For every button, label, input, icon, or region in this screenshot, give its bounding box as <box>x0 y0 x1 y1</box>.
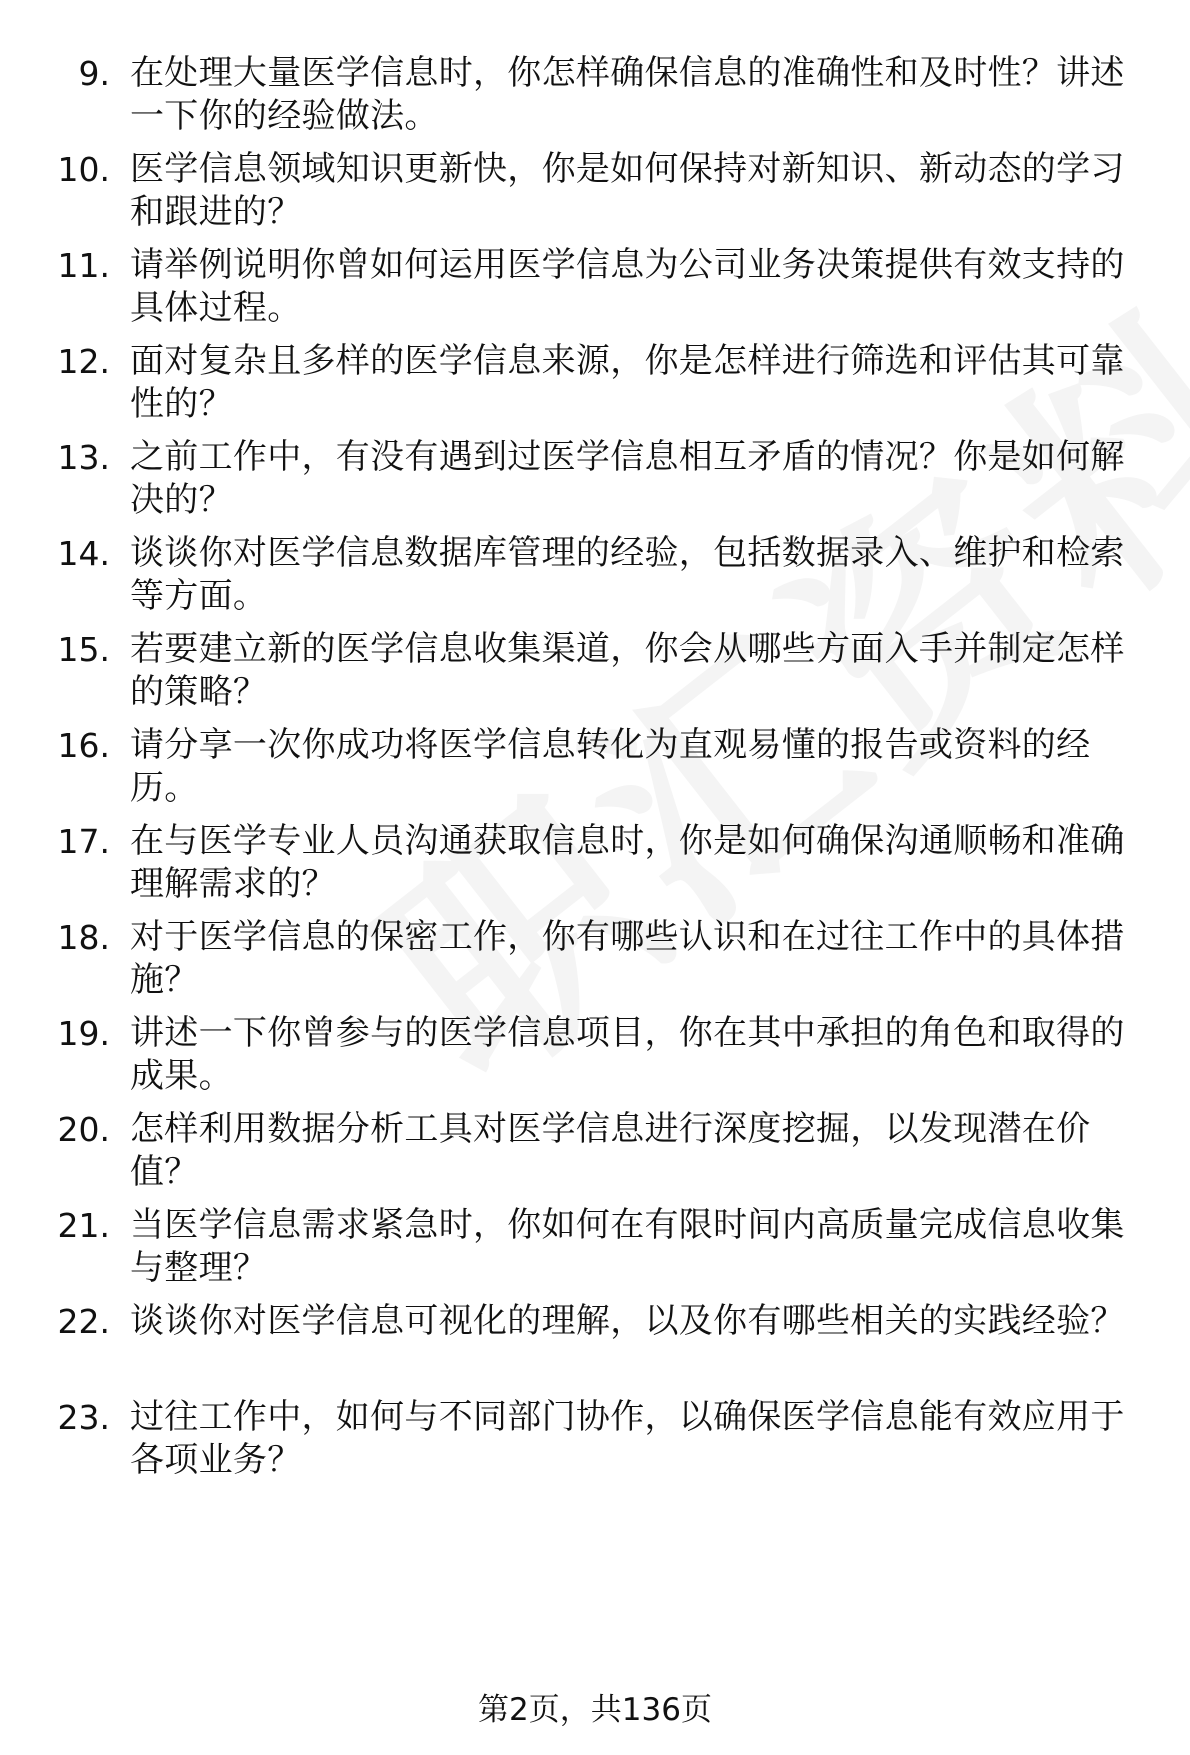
question-item <box>0 916 1190 1026</box>
question-text: 讲述一下你曾参与的医学信息项目，你在其中承担的角色和取得的成果。 <box>130 1013 1125 1096</box>
question-number: 12. <box>57 342 110 381</box>
page-footer: 第2页，共136页 <box>478 1692 712 1728</box>
question-item <box>0 1108 1190 1218</box>
question-number: 15. <box>57 630 110 669</box>
question-text: 在与医学专业人员沟通获取信息时，你是如何确保沟通顺畅和准确理解需求的？ <box>130 821 1125 904</box>
question-text: 医学信息领域知识更新快，你是如何保持对新知识、新动态的学习和跟进的？ <box>130 149 1125 232</box>
question-number: 14. <box>57 534 110 573</box>
question-item <box>0 148 1190 258</box>
question-text: 请举例说明你曾如何运用医学信息为公司业务决策提供有效支持的具体过程。 <box>130 245 1125 328</box>
question-number: 20. <box>57 1110 110 1149</box>
question-text: 请分享一次你成功将医学信息转化为直观易懂的报告或资料的经历。 <box>130 725 1091 808</box>
question-item <box>0 532 1190 642</box>
question-item <box>0 1012 1190 1122</box>
question-text: 若要建立新的医学信息收集渠道，你会从哪些方面入手并制定怎样的策略？ <box>130 629 1125 712</box>
question-item <box>0 1300 1190 1410</box>
question-item <box>0 628 1190 738</box>
question-item <box>0 436 1190 546</box>
question-text: 当医学信息需求紧急时，你如何在有限时间内高质量完成信息收集与整理？ <box>130 1205 1125 1288</box>
question-text: 面对复杂且多样的医学信息来源，你是怎样进行筛选和评估其可靠性的？ <box>130 341 1125 424</box>
question-number: 22. <box>57 1302 110 1341</box>
question-item <box>0 724 1190 834</box>
question-number: 16. <box>57 726 110 765</box>
question-text: 过往工作中，如何与不同部门协作，以确保医学信息能有效应用于各项业务？ <box>130 1397 1125 1480</box>
question-number: 17. <box>57 822 110 861</box>
question-item <box>0 52 1190 162</box>
question-number: 10. <box>57 150 110 189</box>
question-number: 9. <box>78 54 110 93</box>
question-text: 对于医学信息的保密工作，你有哪些认识和在过往工作中的具体措施？ <box>130 917 1125 1000</box>
question-item <box>0 244 1190 354</box>
question-item <box>0 340 1190 450</box>
question-item <box>0 1204 1190 1314</box>
question-number: 18. <box>57 918 110 957</box>
question-text: 怎样利用数据分析工具对医学信息进行深度挖掘，以发现潜在价值？ <box>130 1109 1091 1192</box>
question-item <box>0 820 1190 930</box>
question-text: 之前工作中，有没有遇到过医学信息相互矛盾的情况？你是如何解决的？ <box>130 437 1125 520</box>
question-text: 谈谈你对医学信息数据库管理的经验，包括数据录入、维护和检索等方面。 <box>130 533 1125 616</box>
question-number: 13. <box>57 438 110 477</box>
question-text: 在处理大量医学信息时，你怎样确保信息的准确性和及时性？讲述一下你的经验做法。 <box>130 53 1125 136</box>
question-number: 23. <box>57 1398 110 1437</box>
question-number: 11. <box>57 246 110 285</box>
question-text: 谈谈你对医学信息可视化的理解，以及你有哪些相关的实践经验？ <box>130 1301 1125 1341</box>
question-item <box>0 1396 1190 1506</box>
question-number: 21. <box>57 1206 110 1245</box>
question-number: 19. <box>57 1014 110 1053</box>
